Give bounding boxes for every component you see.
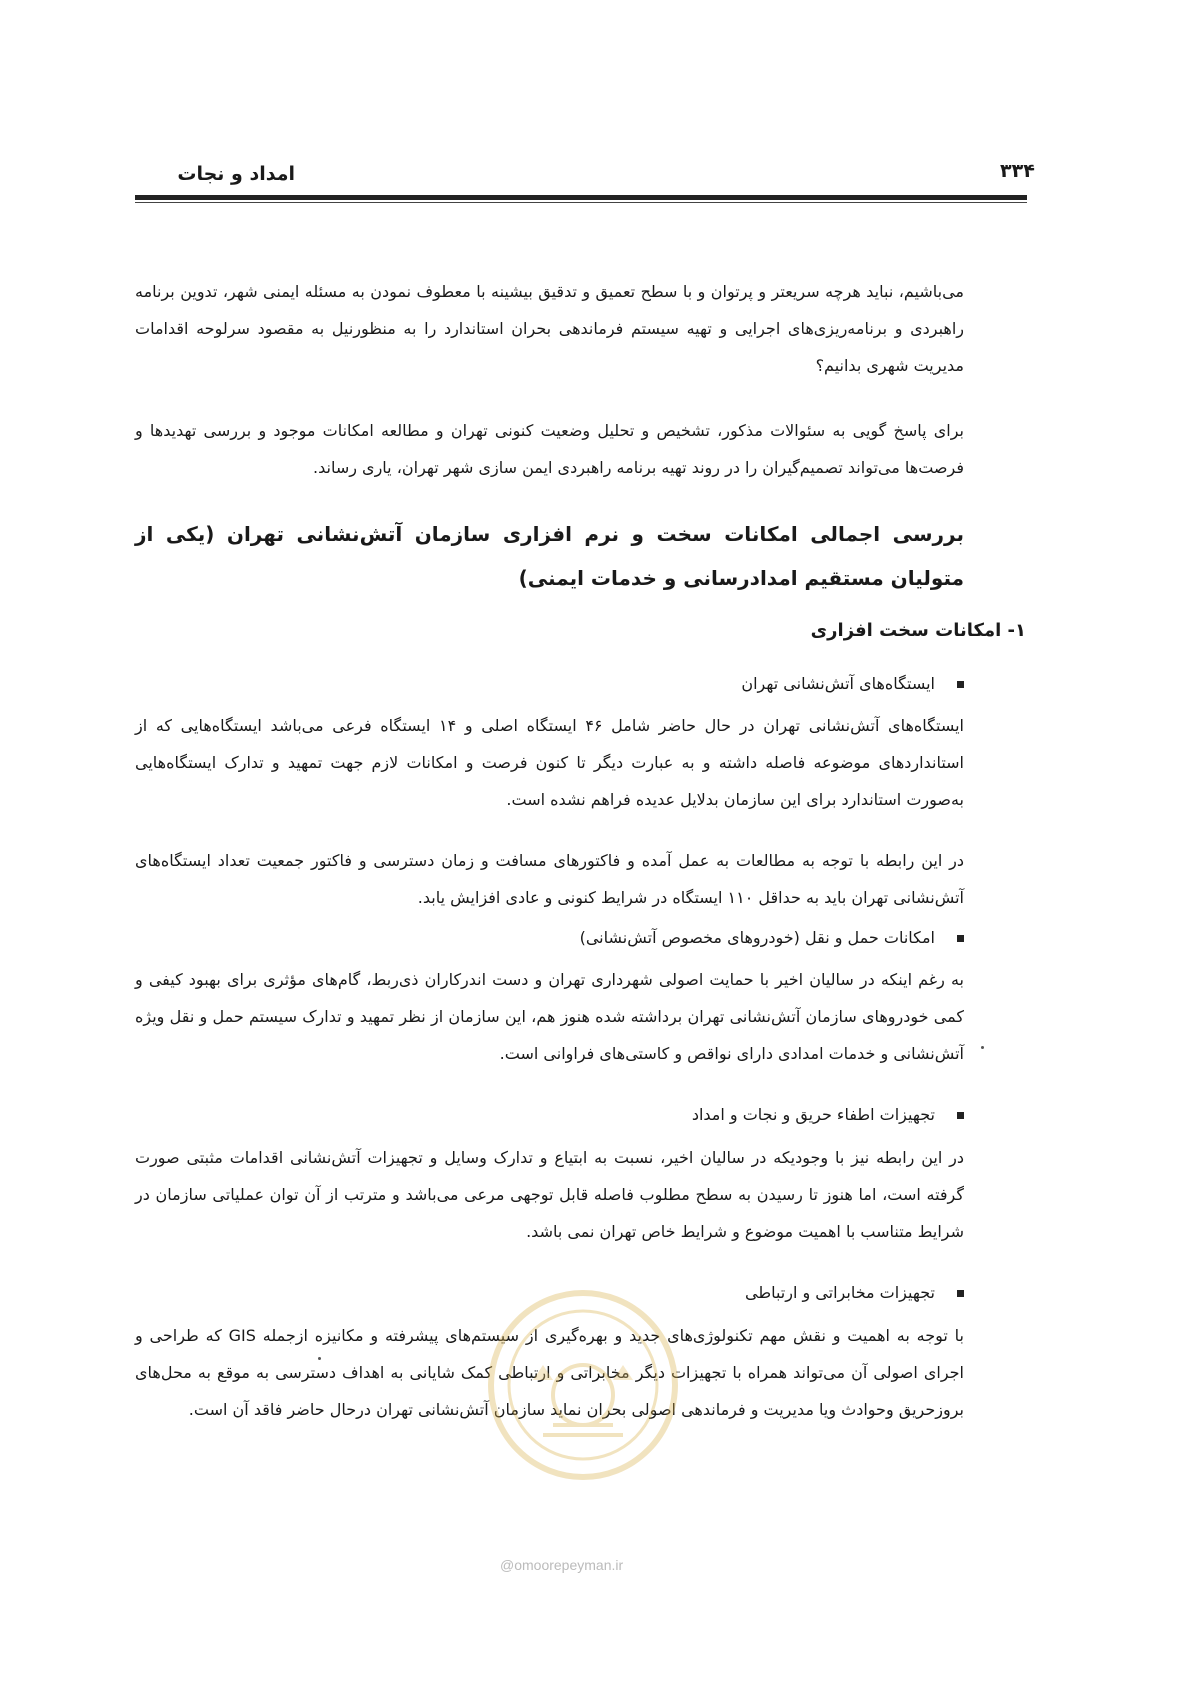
intro-paragraph-1: می‌باشیم، نباید هرچه سریعتر و پرتوان و با سطح تعمیق و تدقیق بیشینه با معطوف نمودن به مسئله ایمنی شهر، تدوین برنامه راهبردی و برنامه‌ریزی‌های اجرایی و تهیه سیستم فرماندهی بحران استاندارد را به منظورنیل به مقصود سرلوحه اقدامات مدیریت شهری بدانیم؟ [135, 282, 964, 375]
paragraph-communications: با توجه به اهمیت و نقش مهم تکنولوژی‌های جدید و بهره‌گیری از سیستم‌های پیشرفته و مکانیزه ازجمله GIS که طراحی و اجرای اصولی آن می‌تواند همراه با تجهیزات دیگر مخابراتی و ارتباطی کمک شایانی به اهداف دسترسی به موقع به محل‌های بروزحریق وحوادث ویا مدیریت و فرماندهی اصولی بحران نماید سازمان آتش‌نشانی تهران درحال حاضر فاقد آن است. [135, 1326, 964, 1419]
paragraph-equipment: در این رابطه نیز با وجودیکه در سالیان اخیر، نسبت به ابتیاع و تدارک وسایل و تجهیزات آتش‌نشانی اقدامات مثبتی صورت گرفته است، اما هنوز تا رسیدن به سطح مطلوب فاصله قابل توجهی مرعی می‌باشد و مترتب از آن توان عملیاتی سازمان در شرایط متناسب با اهمیت موضوع و شرایط خاص تهران نمی باشد. [135, 1148, 964, 1241]
running-header-title: امداد و نجات [177, 163, 295, 185]
scan-speck [981, 1046, 984, 1049]
page-number: ۳۳۴ [1000, 160, 1035, 182]
watermark-url: @omoorepeyman.ir [500, 1557, 624, 1573]
bullet-item-transport: امکانات حمل و نقل (خودروهای مخصوص آتش‌نشانی) [580, 923, 964, 953]
paragraph-transport: به رغم اینکه در سالیان اخیر با حمایت اصولی شهرداری تهران و دست اندرکاران ذی‌ربط، گام‌های مؤثری برای بهبود کیفی و کمی خودروهای سازمان آتش‌نشانی تهران برداشته شده هنوز هم، این سازمان از نظر تمهید و تدارک سیستم حمل و نقل ویژه آتش‌نشانی و خدمات امدادی دارای نواقص و کاستی‌های فراوانی است. [135, 970, 964, 1063]
bullet-item-equipment: تجهیزات اطفاء حریق و نجات و امداد [692, 1100, 964, 1130]
intro-paragraph-2: برای پاسخ گویی به سئوالات مذکور، تشخیص و تحلیل وضعیت کنونی تهران و مطالعه امکانات موجود و بررسی تهدیدها و فرصت‌ها می‌تواند تصمیم‌گیران را در روند تهیه برنامه راهبردی ایمن سازی شهر تهران، یاری رساند. [135, 421, 964, 477]
paragraph-stations-1: ایستگاه‌های آتش‌نشانی تهران در حال حاضر شامل ۴۶ ایستگاه اصلی و ۱۴ ایستگاه فرعی می‌باشد ایستگاه‌هایی که از استانداردهای موضوعه فاصله داشته و به عبارت دیگر تا کنون فرصت و امکانات لازم جهت تمهید و تدارک ایستگاه‌هایی به‌صورت استاندارد برای این سازمان بدلایل عدیده فراهم نشده است. [135, 716, 964, 809]
subsection-heading: ۱- امکانات سخت افزاری [810, 620, 1026, 641]
bullet-item-communications: تجهیزات مخابراتی و ارتباطی [745, 1278, 964, 1308]
bullet-item-stations: ایستگاه‌های آتش‌نشانی تهران [741, 669, 964, 699]
header-rule-thick [135, 195, 1027, 200]
watermark-seal-icon [483, 1285, 683, 1485]
scan-speck [318, 1357, 321, 1360]
section-heading: بررسی اجمالی امکانات سخت و نرم افزاری سازمان آتش‌نشانی تهران (یکی از متولیان مستقیم امدادرسانی و خدمات ایمنی) [135, 522, 964, 590]
paragraph-stations-2: در این رابطه با توجه به مطالعات به عمل آمده و فاکتورهای مسافت و زمان دسترسی و فاکتور جمعیت تعداد ایستگاه‌های آتش‌نشانی تهران باید به حداقل ۱۱۰ ایستگاه در شرایط کنونی و عادی افزایش یابد. [135, 851, 964, 907]
header-rule-thin [135, 202, 1027, 203]
